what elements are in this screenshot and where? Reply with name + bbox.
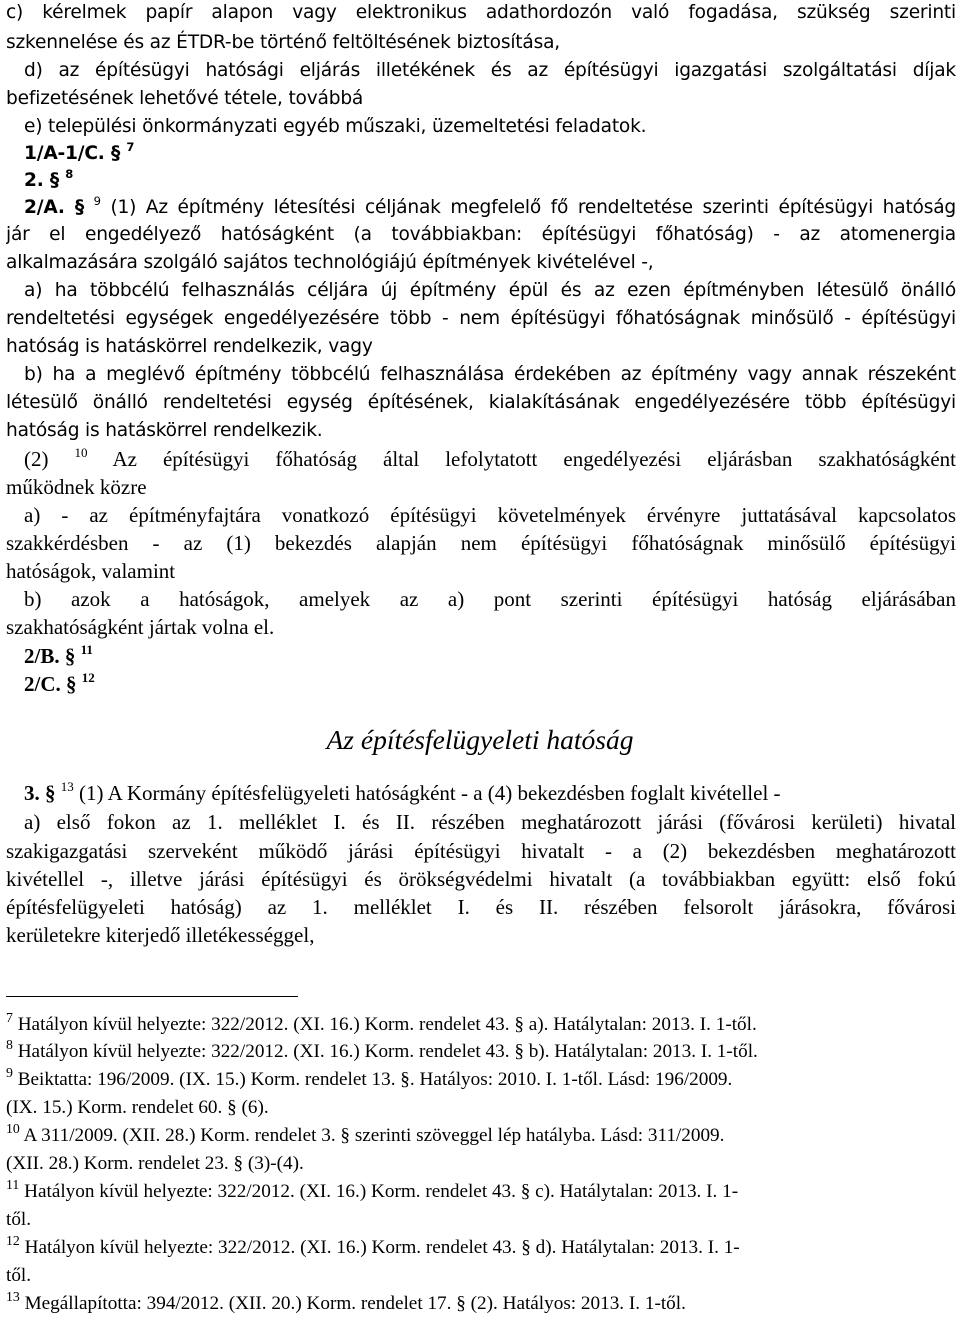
footnote-separator [6,996,298,997]
paragraph-line: szakhatóságként jártak volna el. [6,615,275,639]
paragraph-line: a) - az építményfajtára vonatkozó építésügyi követelmények érvényre juttatásával kapcsolatos [24,503,956,527]
footnote-11-cont: től. [6,1209,32,1230]
footnote-9: $^9$ Beiktatta: 196/2009. (IX. 15.) Korm. rendelet 13. §. Hatályos: 2010. I. 1-től. Lásd: 196/2009. [6,1065,733,1090]
footnote-9-cont: (IX. 15.) Korm. rendelet 60. § (6). [6,1097,269,1118]
paragraph-line: alkalmazására szolgáló sajátos technológiájú építmények kivételével -, [6,252,654,273]
paragraph-line: hatóság is hatáskörrel rendelkezik. [6,420,323,441]
section-label: 3. § [24,781,56,805]
paragraph-line: a) ha többcélú felhasználás céljára új építmény épül és az ezen építményben létesülő önálló [24,280,956,301]
footnote-12: $^{12}$ Hatályon kívül helyezte: 322/2012. (XI. 16.) Korm. rendelet 43. § d). Hatálytalan: 2013. I. 1- [6,1233,740,1258]
paragraph-line: b) azok a hatóságok, amelyek az a) pont szerinti építésügyi hatóság eljárásában [24,587,956,611]
paragraph-line: (2) $^{10}$ Az építésügyi főhatóság által lefolytatott engedélyezési eljárásban szakhatóságként [24,446,956,471]
footnote-ref: 11 [80,641,93,657]
paragraph-line: rendeltetési egységek engedélyezésére több - nem építésügyi főhatóságnak minősülő - építésügyi [6,308,956,329]
footnote-ref: 12 [81,669,95,685]
paragraph-line: e) települési önkormányzati egyéb műszaki, üzemeltetési feladatok. [24,116,647,137]
footnote-ref: 8 [65,166,74,181]
paragraph-line: 2/A. § $^9$ (1) Az építmény létesítési céljának megfelelő fő rendeltetése szerinti építésügyi hatóság [24,195,956,218]
footnote-7: $^7$ Hatályon kívül helyezte: 322/2012. (XI. 16.) Korm. rendelet 43. § a). Hatálytalan: 2013. I. 1-től. [6,1010,757,1035]
paragraph-line: b) ha a meglévő építmény többcélú felhasználása érdekében az építmény vagy annak részeként [24,364,956,385]
paragraph-line: hatóság is hatáskörrel rendelkezik, vagy [6,336,373,357]
section-heading-2c: 2/C. § $^{12}$ [24,669,95,696]
footnote-13: $^{13}$ Megállapította: 394/2012. (XII. 20.) Korm. rendelet 17. § (2). Hatályos: 2013. I. 1-től. [6,1289,686,1314]
section-heading-1a-1c: 1/A-1/C. § $^7$ [24,139,135,164]
chapter-heading: Az építésfelügyeleti hatóság [326,724,634,755]
paragraph-line: d) az építésügyi hatósági eljárás illetékének és az építésügyi igazgatási szolgáltatási díjak [24,60,956,81]
paragraph-line: szakigazgatási szerveként működő járási építésügyi hivatalt - a (2) bekezdésben meghatározott [6,839,956,863]
footnote-ref: 7 [126,139,135,154]
section-label: 2/A. § [24,197,85,218]
section-heading-2b: 2/B. § $^{11}$ [24,641,93,668]
paragraph-line: hatóságok, valamint [6,559,176,583]
paragraph-line: működnek közre [6,475,147,499]
paragraph-line: befizetésének lehetővé tétele, továbbá [6,88,364,109]
footnote-12-cont: től. [6,1265,32,1286]
paragraph-line: a) első fokon az 1. melléklet I. és II. részében meghatározott járási (fővárosi kerületi) hivatal [24,810,956,834]
footnote-10: $^{10}$ A 311/2009. (XII. 28.) Korm. rendelet 3. § szerinti szöveggel lép hatályba. Lásd: 311/2009. [6,1121,725,1146]
paragraph-line: kivétellel -, illetve járási építésügyi és örökségvédelmi hivatalt (a továbbiakban együtt: első fokú [6,867,956,891]
paragraph-line: építésfelügyeleti hatóság) az 1. melléklet I. és II. részében felsorolt járásokra, fővárosi [6,895,956,919]
paragraph-line: jár el engedélyező hatóságként (a továbbiakban: építésügyi főhatóság) - az atomenergia [6,224,956,245]
footnote-ref: 9 [93,195,101,208]
footnote-ref: 13 [60,778,74,794]
paragraph-line: 3. § $^{13}$ (1) A Kormány építésfelügyeleti hatóságként - a (4) bekezdésben foglalt kivétellel - [24,778,781,805]
footnote-ref: 10 [74,446,88,460]
footnote-8: $^8$ Hatályon kívül helyezte: 322/2012. (XI. 16.) Korm. rendelet 43. § b). Hatálytalan: 2013. I. 1-től. [6,1037,758,1062]
footnote-11: $^{11}$ Hatályon kívül helyezte: 322/2012. (XI. 16.) Korm. rendelet 43. § c). Hatálytalan: 2013. I. 1- [6,1177,739,1202]
paragraph-line: c) kérelmek papír alapon vagy elektronikus adathordozón való fogadása, szükség szerinti [6,2,956,23]
section-heading-2: 2. § $^8$ [24,166,74,191]
paragraph-line: kerületekre kiterjedő illetékességgel, [6,923,315,947]
footnote-10-cont: (XII. 28.) Korm. rendelet 23. § (3)-(4). [6,1153,304,1174]
paragraph-line: létesülő önálló rendeltetési egység építésének, kialakításának engedélyezésére több építésügyi [6,392,956,413]
paragraph-line: szkennelése és az ÉTDR-be történő feltöltésének biztosítása, [6,32,560,53]
paragraph-line: szakkérdésben - az (1) bekezdés alapján nem építésügyi főhatóságnak minősülő építésügyi [6,531,956,555]
